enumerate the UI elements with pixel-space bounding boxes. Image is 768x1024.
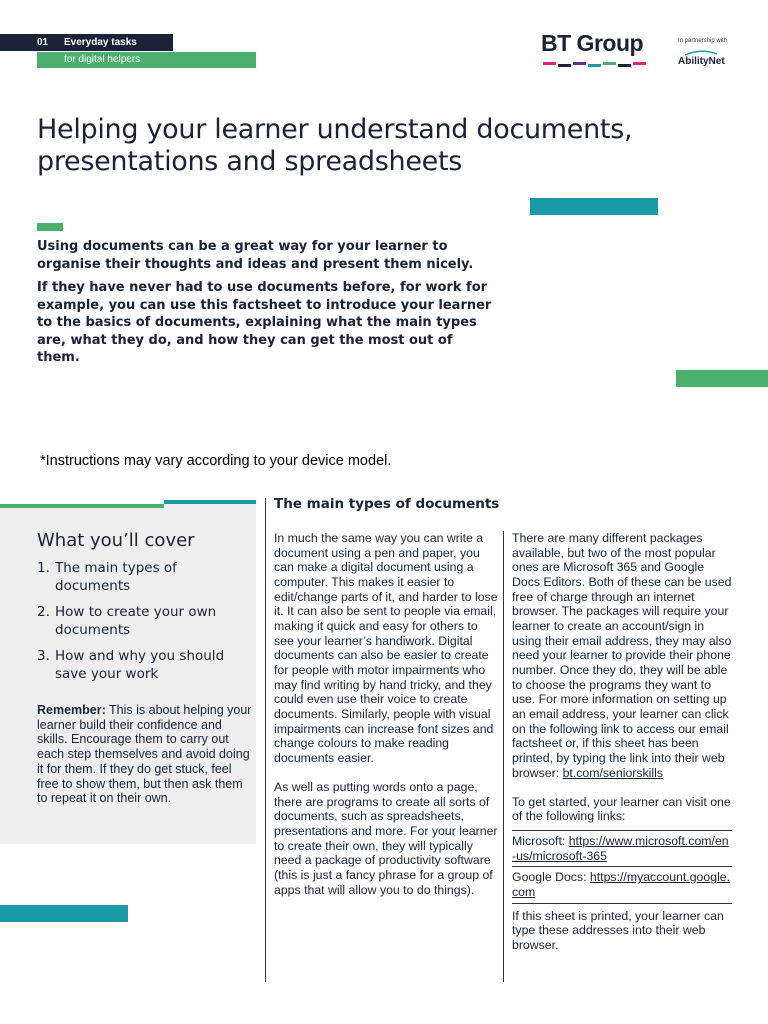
tag-label: Everyday tasks [64, 37, 137, 48]
col2-paragraph-3: If this sheet is printed, your learner can type these addresses into their web browser. [512, 908, 724, 952]
instructions-note: *Instructions may vary according to your device model. [40, 453, 392, 469]
section-title: The main types of documents [274, 496, 500, 512]
panel-accent-teal [164, 500, 256, 504]
microsoft-link-row [512, 831, 732, 866]
cover-list [37, 560, 247, 692]
bt-group-logo: BT Group [541, 30, 644, 56]
intro-paragraph-1: Using documents can be a great way for your learner to organise their thoughts and ideas and present them nicely. [37, 239, 474, 272]
decor-bar-green-right [676, 370, 768, 387]
microsoft-link[interactable]: https://www.microsoft.com/en-us/microsoft-365 [512, 834, 729, 863]
cover-item-text: How and why you should save your work [55, 648, 225, 682]
col1-paragraph-1: In much the same way you can write a document using a pen and paper, you can make a digital document using a computer. This makes it easier to edit/change parts of it, and harder to lose it. It can also be sent to people via email, making it quick and easy for others to see your learner’s handiwork. Digital documents can also be easier to create for people with motor impairments who may find writing by hand tricky, and they could even use their voice to create documents. Similarly, people with visual impairments can increase font sizes and change colours to make reading documents easier. [274, 531, 498, 765]
cover-item-number: 1. [37, 560, 50, 576]
cover-item-text: How to create your own documents [55, 604, 217, 638]
col2-paragraph-1 [512, 531, 732, 780]
cover-list-item [37, 648, 247, 683]
abilitynet-logo: AbilityNet [678, 56, 725, 67]
link-divider-bottom [512, 903, 732, 904]
google-link-row [512, 867, 732, 902]
col2-paragraph-2: To get started, your learner can visit one of the following links: [512, 794, 731, 824]
column-divider-left [265, 498, 266, 982]
tag-number: 01 [37, 37, 49, 48]
seniorskills-link[interactable]: bt.com/seniorskills [562, 765, 664, 780]
cover-item-text: The main types of documents [55, 560, 177, 594]
subcategory-tag [37, 52, 256, 68]
tag-sub-label: for digital helpers [64, 54, 141, 65]
title-line-1: Helping your learner understand documents, [37, 114, 633, 145]
column-2 [512, 531, 732, 967]
cover-list-item [37, 560, 247, 595]
partner-label: In partnership with [678, 38, 728, 44]
decor-bar-teal [530, 198, 658, 215]
decor-bar-green-small [37, 223, 63, 231]
category-tag [0, 34, 173, 51]
col1-paragraph-2: As well as putting words onto a page, there are programs to create all sorts of documents, such as spreadsheets, presentations and more. For your learner to create their own, they will typically need a package of productivity software (this is just a fancy phrase for a group of apps that will allow you to do things). [274, 780, 498, 897]
title-line-2: presentations and spreadsheets [37, 146, 462, 177]
google-docs-link[interactable]: https://myaccount.google.com [512, 870, 731, 900]
cover-item-number: 3. [37, 648, 50, 664]
microsoft-label: Microsoft: [512, 834, 569, 849]
cover-list-item [37, 604, 247, 639]
intro-paragraph-2: If they have never had to use documents before, for work for example, you can use this factsheet to introduce your learner to the basics of documents, explaining what the main types are, what they do, and how they can get the most out of them. [37, 280, 492, 365]
google-label: Google Docs: [512, 870, 590, 885]
remember-text: This is about helping your learner build their confidence and skills. Encourage them to carry out each step themselves and avoid doing it for them. If they do get stuck, feel free to show them, but then ask them to repeat it on their own. [37, 703, 252, 806]
decor-bar-teal-bottom [0, 905, 128, 922]
column-divider-right [503, 531, 504, 982]
cover-item-number: 2. [37, 604, 50, 620]
remember-note [37, 703, 252, 806]
cover-title: What you’ll cover [37, 530, 195, 551]
col2-paragraph-1-text: There are many different packages available, but two of the most popular ones are Microsoft 365 and Google Docs Editors. Both of these can be used free of charge through an internet browser. The packages will require your learner to create an account/sign in using their email address, they may also need your learner to provide their phone number. Once they do, they will be able to choose the programs they want to use. For more information on setting up an email address, your learner can click on the following link to access our email factsheet or, if this sheet has been printed, by typing the link into their web browser: [512, 531, 732, 780]
column-1 [274, 531, 500, 912]
remember-label: Remember: [37, 703, 106, 717]
page-title [37, 114, 737, 178]
panel-accent-green [0, 504, 164, 508]
